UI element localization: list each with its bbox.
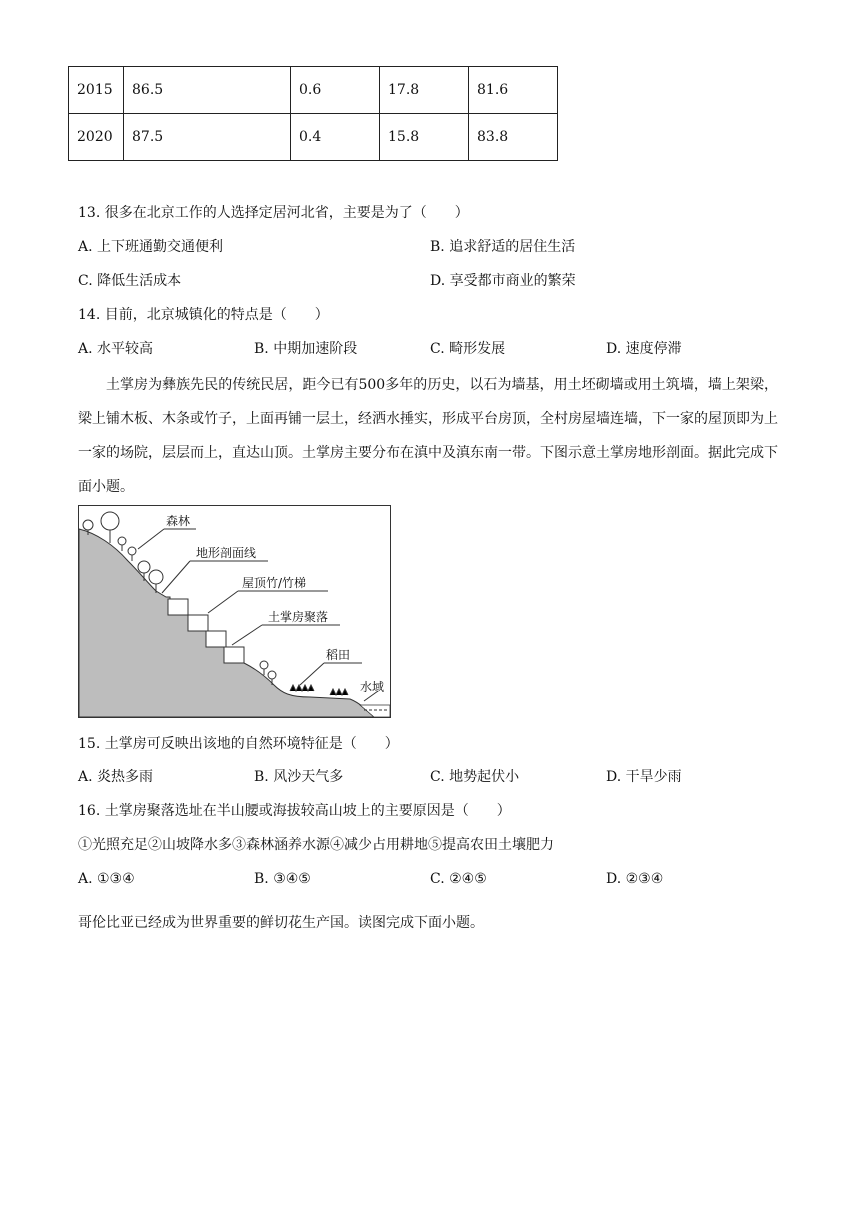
table-cell: 2020 — [69, 114, 124, 161]
label-village: 土掌房聚落 — [268, 610, 329, 624]
label-water: 水域 — [360, 680, 385, 694]
passage-tuzhangfang — [78, 368, 778, 504]
table-cell: 81.6 — [469, 67, 558, 114]
question-16-option-c: C. ②④⑤ — [430, 871, 487, 887]
question-15-stem: 15. 土掌房可反映出该地的自然环境特征是（ ） — [78, 736, 399, 752]
question-14-option-b: B. 中期加速阶段 — [254, 341, 358, 357]
question-15-option-c: C. 地势起伏小 — [430, 769, 520, 785]
question-15-option-a: A. 炎热多雨 — [78, 769, 154, 785]
table-cell: 15.8 — [380, 114, 469, 161]
question-13-option-d: D. 享受都市商业的繁荣 — [430, 273, 576, 289]
question-16-items: ①光照充足②山坡降水多③森林涵养水源④减少占用耕地⑤提高农田土壤肥力 — [78, 837, 554, 853]
question-15-option-b: B. 风沙天气多 — [254, 769, 344, 785]
question-13-option-b: B. 追求舒适的居住生活 — [430, 239, 576, 255]
question-13-option-a: A. 上下班通勤交通便利 — [78, 239, 224, 255]
label-forest: 森林 — [166, 514, 191, 528]
table-cell: 87.5 — [124, 114, 291, 161]
label-roof-bamboo: 屋顶竹/竹梯 — [242, 576, 307, 590]
data-table — [68, 66, 558, 161]
question-16-option-d: D. ②③④ — [606, 871, 664, 887]
question-16-option-a: A. ①③④ — [78, 871, 135, 887]
question-14-stem: 14. 目前，北京城镇化的特点是（ ） — [78, 307, 329, 323]
passage-text: 土掌房为彝族先民的传统民居，距今已有500多年的历史，以石为墙基，用土坯砌墙或用土筑墙，墙上架梁，梁上铺木板、木条或竹子，上面再铺一层土，经洒水捶实，形成平台房顶，全村房屋墙连墙，下一家的屋顶即为上一家的场院，层层而上，直达山顶。土掌房主要分布在滇中及滇东南一带。下图示意土掌房地形剖面。据此完成下面小题。 — [78, 377, 778, 495]
question-15-option-d: D. 干旱少雨 — [606, 769, 682, 785]
terrain-profile-diagram — [78, 505, 392, 719]
table-cell: 2015 — [69, 67, 124, 114]
table-cell: 86.5 — [124, 67, 291, 114]
table-cell: 0.4 — [291, 114, 380, 161]
question-16-option-b: B. ③④⑤ — [254, 871, 311, 887]
question-14-option-a: A. 水平较高 — [78, 341, 154, 357]
table-row — [69, 114, 558, 161]
terrain-profile-figure — [78, 505, 392, 723]
label-profile-line: 地形剖面线 — [196, 546, 257, 560]
question-14-option-d: D. 速度停滞 — [606, 341, 682, 357]
question-16-stem: 16. 土掌房聚落选址在半山腰或海拔较高山坡上的主要原因是（ ） — [78, 803, 511, 819]
table-cell: 83.8 — [469, 114, 558, 161]
table-cell: 17.8 — [380, 67, 469, 114]
table-row — [69, 67, 558, 114]
question-13-stem: 13. 很多在北京工作的人选择定居河北省，主要是为了（ ） — [78, 205, 469, 221]
passage-colombia: 哥伦比亚已经成为世界重要的鲜切花生产国。读图完成下面小题。 — [78, 915, 484, 931]
label-paddy: 稻田 — [326, 648, 351, 662]
question-14-option-c: C. 畸形发展 — [430, 341, 506, 357]
question-13-option-c: C. 降低生活成本 — [78, 273, 182, 289]
table-cell: 0.6 — [291, 67, 380, 114]
